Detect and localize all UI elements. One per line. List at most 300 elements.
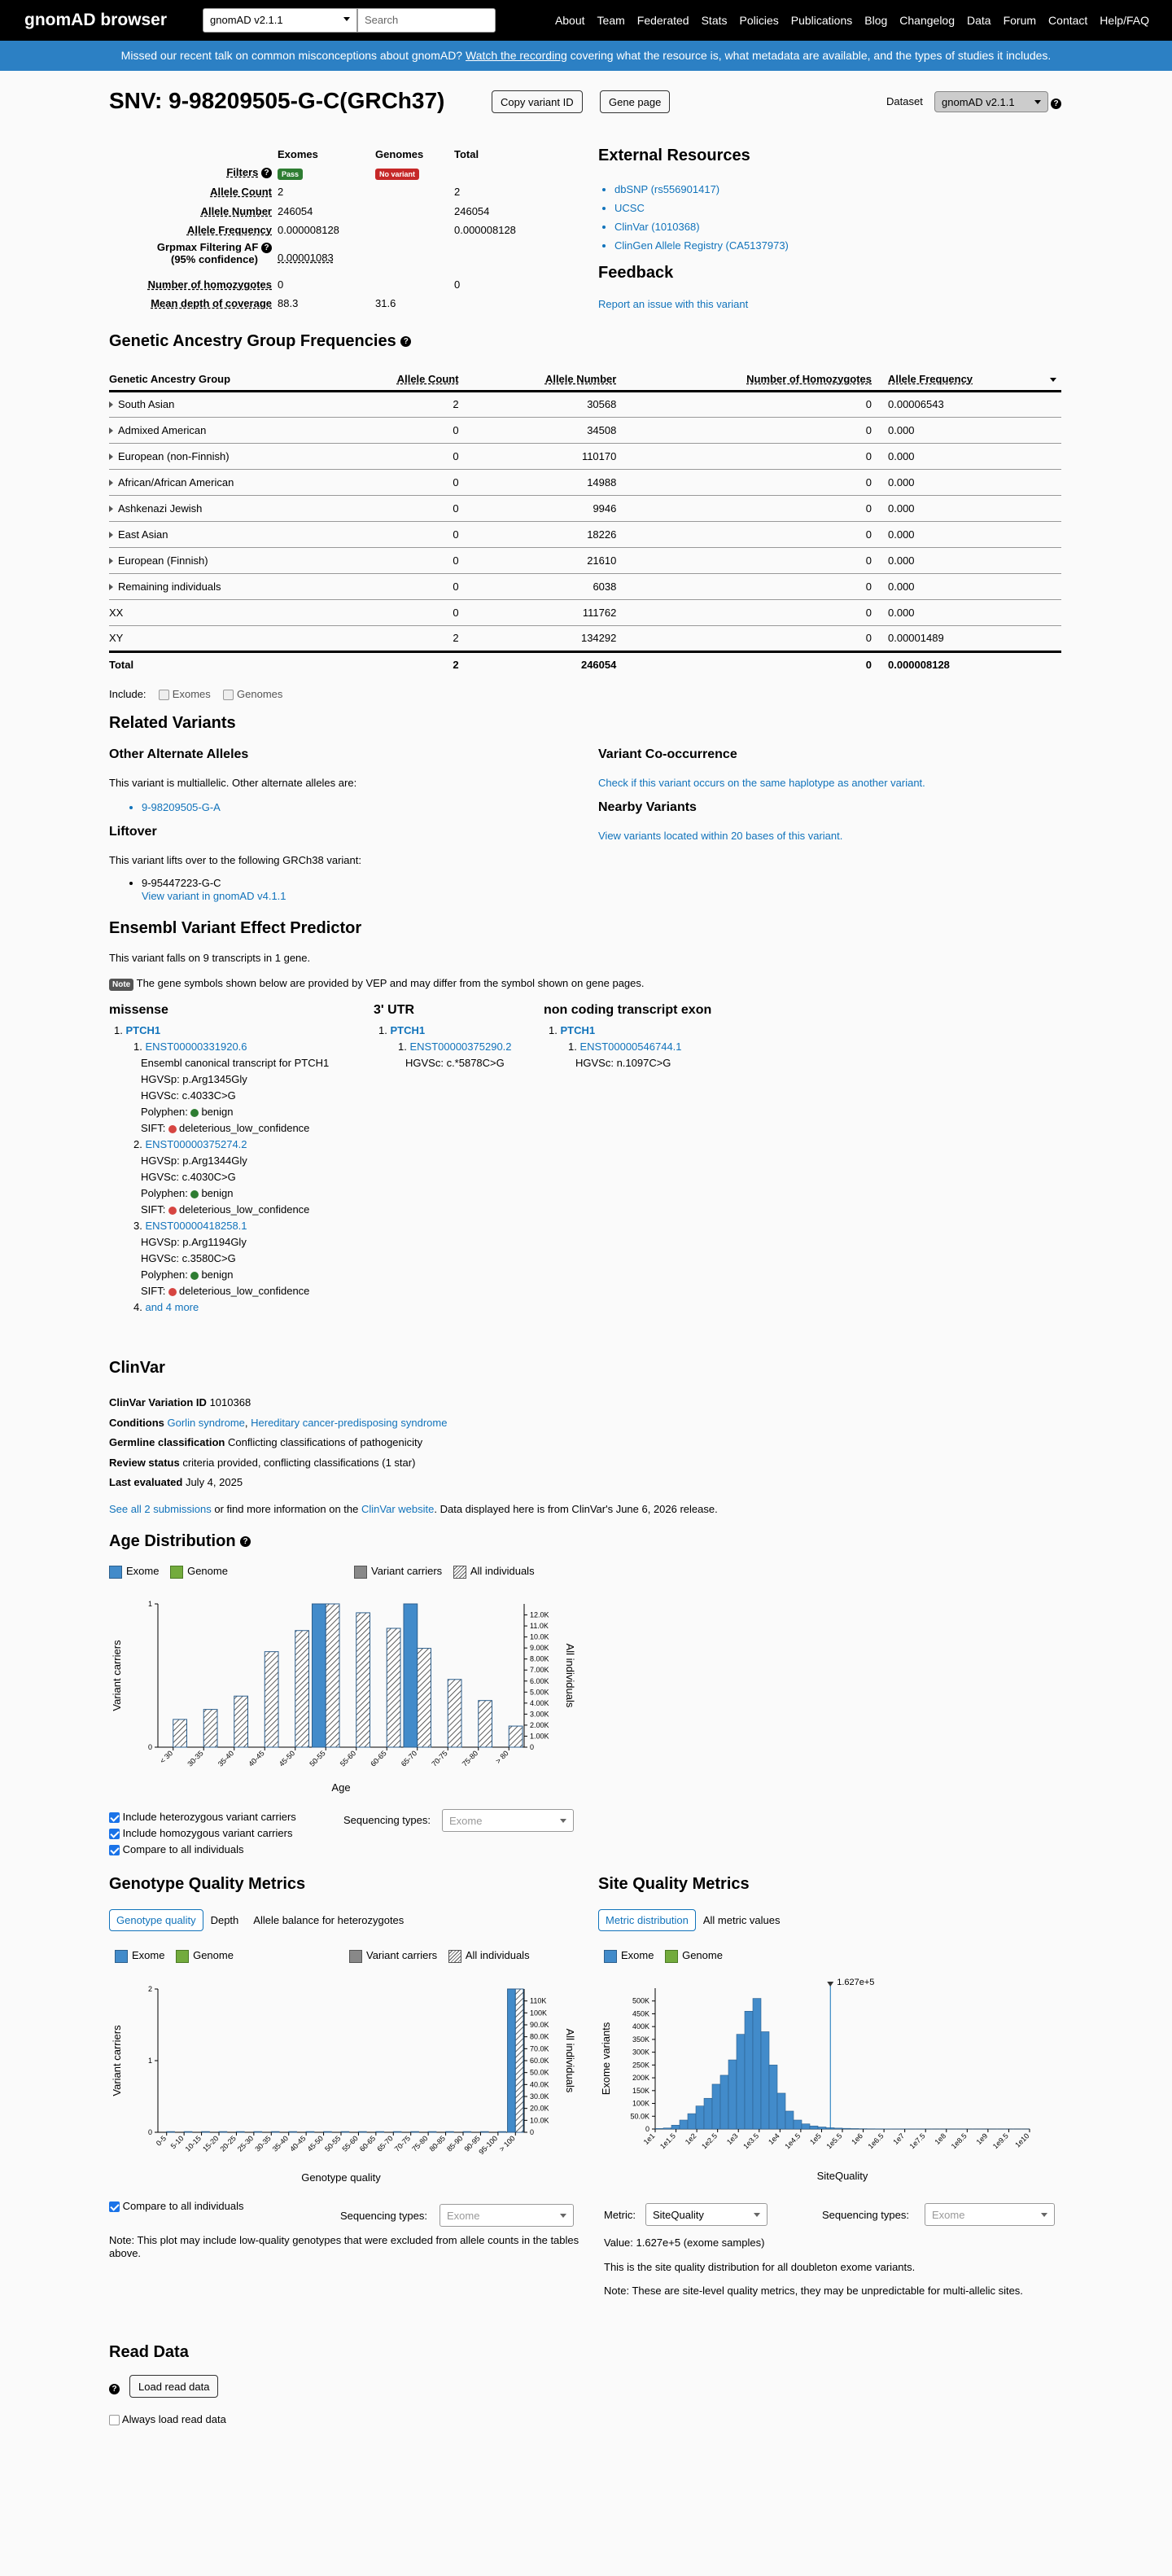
nav-publications[interactable]: Publications (790, 14, 853, 27)
cell-ac: 0 (335, 521, 475, 547)
genotype-quality-chart (109, 1974, 589, 2194)
cell-an: 30568 (475, 391, 633, 417)
x-tick-label: 50-55 (323, 2134, 343, 2153)
cell-group: European (non-Finnish) (109, 443, 335, 469)
histogram-bar (663, 2128, 671, 2129)
value-marker-icon (827, 1982, 833, 1987)
cell-hom: 0 (632, 521, 888, 547)
nav-stats[interactable]: Stats (701, 14, 728, 27)
dataset-dropdown[interactable]: gnomAD v2.1.1 (934, 91, 1048, 112)
cell-an: 14988 (475, 469, 633, 495)
pass-badge: Pass (278, 169, 303, 180)
polyphen-value: benign (201, 1268, 234, 1281)
table-row[interactable] (109, 469, 1061, 495)
seq-types-select[interactable]: Exome (442, 1809, 574, 1832)
x-tick-label: 70-75 (430, 1749, 449, 1768)
y-tick-label: 50.0K (630, 2112, 649, 2121)
histogram-bar (720, 2075, 728, 2129)
cell-an: 6038 (475, 573, 633, 599)
help-icon[interactable]: ? (1051, 99, 1061, 109)
include-exomes-checkbox[interactable] (159, 690, 169, 700)
cell-group: European (Finnish) (109, 547, 335, 573)
transcript-item: 1. ENST00000331920.6 Ensembl canonical transcript for PTCH1 HGVSp: p.Arg1345Gly HGVSc: c.4033C>G Polyphen: benign SIFT: deleterious_low_confidence (133, 1040, 330, 1134)
histogram-bar (769, 2065, 777, 2129)
histogram-bar (671, 2125, 680, 2129)
y-tick-label: 0 (645, 2125, 649, 2133)
x-tick-label: 35-40 (270, 2134, 291, 2153)
x-tick-label: 20-25 (218, 2134, 238, 2153)
x-tick-label: 10-15 (183, 2134, 203, 2153)
y-tick-label: 200K (632, 2074, 649, 2083)
expand-icon[interactable] (109, 506, 113, 512)
y2-tick-label: 1.00K (530, 1732, 549, 1741)
heterozygous-checkbox[interactable] (109, 1812, 120, 1823)
cell-group: African/African American (109, 469, 335, 495)
grpmax-confidence-label: (95% confidence) (170, 253, 258, 266)
gq-seq-select[interactable]: Exome (440, 2204, 574, 2227)
expand-icon[interactable] (109, 480, 113, 486)
transcript-link[interactable]: ENST00000331920.6 (145, 1040, 247, 1053)
y2-tick-label: 8.00K (530, 1654, 549, 1663)
external-links (614, 180, 789, 255)
histogram-bar (842, 2128, 851, 2129)
sq-note: Note: These are site-level quality metrics, they may be unpredictable for multi-allelic sites. (604, 2285, 1023, 2297)
ancestry-table (109, 368, 1061, 677)
y-tick-label: 2 (147, 1985, 152, 1993)
histogram-bar (777, 2093, 785, 2129)
x-tick-label: 1e9 (974, 2131, 990, 2147)
include-genomes-checkbox[interactable] (223, 690, 234, 700)
all-individuals-bar (203, 1710, 217, 1747)
see-submissions-link[interactable]: See all 2 submissions (109, 1503, 212, 1515)
cell-af: 0.000 (888, 599, 1061, 625)
include-exomes-label: Exomes (172, 688, 211, 700)
genome-legend-swatch (170, 1566, 183, 1579)
transcript-link[interactable]: ENST00000375274.2 (145, 1138, 247, 1150)
histogram-bar (737, 2035, 745, 2129)
help-icon[interactable]: ? (240, 1536, 251, 1547)
gq-compare-checkbox[interactable] (109, 2201, 120, 2212)
col-homozygotes[interactable]: Number of Homozygotes (632, 368, 888, 391)
y-tick-label: 300K (632, 2048, 649, 2057)
cell-an: 34508 (475, 417, 633, 443)
ancestry-title: Genetic Ancestry Group Frequencies (109, 332, 396, 350)
compare-all-checkbox[interactable] (109, 1845, 120, 1855)
metric-label: Metric: (604, 2209, 636, 2221)
external-resources-title: External Resources (598, 147, 750, 164)
transcript-item: 3. ENST00000418258.1 HGVSp: p.Arg1194Gly HGVSc: c.3580C>G Polyphen: benign SIFT: deleterious_low_confidence (133, 1218, 329, 1299)
ncte-gene-link[interactable]: PTCH1 (560, 1024, 596, 1036)
cell-hom: 0 (632, 443, 888, 469)
load-read-data-button[interactable]: Load read data (129, 2375, 218, 2398)
expand-icon[interactable] (109, 453, 113, 460)
utr-hgvsc: HGVSc: c.*5878C>G (405, 1057, 505, 1069)
x-tick-label: 1e2 (683, 2131, 698, 2147)
x-tick-label: 75-80 (460, 1749, 480, 1768)
all-individuals-bar (376, 2131, 384, 2132)
x-tick-label: 1e10 (1013, 2131, 1031, 2149)
cell-group: XY (109, 625, 335, 651)
x-tick-label: 55-60 (338, 1749, 358, 1768)
page-title: SNV: 9-98209505-G-C(GRCh37) (109, 88, 445, 113)
dbsnp-link[interactable]: • dbSNP (rs556901417) (614, 180, 789, 199)
utr-transcript-link[interactable]: ENST00000375290.2 (409, 1040, 512, 1053)
y-axis-label: Exome variants (600, 2022, 612, 2096)
expand-icon[interactable] (109, 584, 113, 590)
search-input[interactable]: Search (357, 8, 496, 33)
x-tick-label: 50-55 (308, 1749, 327, 1768)
histogram-bar (834, 2128, 842, 2129)
table-row[interactable] (109, 443, 1061, 469)
all-individuals-bar (428, 2131, 436, 2132)
table-row (109, 625, 1061, 651)
related-variants-title: Related Variants (109, 714, 236, 732)
x-tick-label: 1e4.5 (783, 2131, 802, 2151)
utr-title: 3' UTR (374, 1003, 415, 1017)
tab-all-metric-values[interactable]: All metric values (702, 1914, 781, 1926)
all-individuals-bar (393, 2131, 401, 2132)
grpmax-label: Grpmax Filtering AF (156, 241, 259, 253)
help-icon[interactable]: ? (261, 243, 272, 253)
hgvsp: HGVSp: p.Arg1345Gly (141, 1073, 247, 1085)
all-individuals-bar (515, 1989, 523, 2132)
y2-tick-label: 0 (530, 1743, 535, 1751)
all-individuals-legend-swatch (453, 1566, 466, 1579)
depth-label: Mean depth of coverage (151, 297, 272, 309)
cell-an: 111762 (475, 599, 633, 625)
x-tick-label: 1e5.5 (824, 2131, 844, 2151)
exome-legend-swatch (604, 1950, 617, 1963)
all-individuals-bar (480, 2131, 488, 2132)
cell-group: East Asian (109, 521, 335, 547)
all-individuals-bar (498, 2131, 506, 2132)
y2-tick-label: 30.0K (530, 2092, 549, 2101)
genome-legend-swatch (176, 1950, 189, 1963)
histogram-bar (818, 2127, 826, 2129)
cell-ac: 2 (335, 651, 475, 677)
deleterious-dot-icon (168, 1207, 177, 1215)
genome-legend-swatch (665, 1950, 678, 1963)
y2-tick-label: 60.0K (530, 2057, 549, 2065)
exome-legend-swatch (109, 1566, 122, 1579)
cell-an: 134292 (475, 625, 633, 651)
age-distribution-chart (109, 1588, 589, 1807)
histogram-bar (745, 2011, 753, 2129)
x-axis-label: SiteQuality (816, 2170, 868, 2182)
cell-ac: 2 (335, 391, 475, 417)
gq-tabs (109, 1909, 411, 1931)
hgvsc: HGVSc: c.4033C>G (141, 1089, 236, 1102)
cell-an: 246054 (475, 651, 633, 677)
sort-desc-icon (1050, 378, 1056, 382)
table-row[interactable] (109, 417, 1061, 443)
hgvsc: HGVSc: c.4030C>G (141, 1171, 236, 1183)
chevron-down-icon (343, 17, 350, 21)
x-tick-label: 1e5 (808, 2131, 823, 2147)
y-tick-label: 400K (632, 2022, 649, 2031)
nav-federated[interactable]: Federated (636, 14, 689, 27)
dataset-select[interactable]: gnomAD v2.1.1 (203, 8, 357, 33)
cell-hom: 0 (632, 625, 888, 651)
table-row[interactable] (109, 391, 1061, 417)
y-tick-label: 250K (632, 2061, 649, 2070)
cell-af: 0.000008128 (888, 651, 1061, 677)
all-individuals-bar (236, 2131, 244, 2132)
nav-changelog[interactable]: Changelog (899, 14, 956, 27)
site-quality-chart (598, 1970, 1062, 2190)
table-row[interactable] (109, 547, 1061, 573)
x-axis-label: Age (331, 1781, 351, 1794)
x-tick-label: > 80 (494, 1749, 510, 1765)
genotype-quality-title: Genotype Quality Metrics (109, 1875, 306, 1893)
deleterious-dot-icon (168, 1125, 177, 1133)
all-individuals-bar (479, 1701, 492, 1747)
histogram-bar (802, 2124, 810, 2129)
y2-tick-label: 7.00K (530, 1666, 549, 1675)
logo[interactable]: gnomAD browser (24, 11, 168, 29)
all-individuals-bar (463, 2131, 471, 2132)
sq-seq-label: Sequencing types: (822, 2209, 909, 2221)
help-icon[interactable]: ? (261, 168, 272, 178)
allele-frequency-exomes: 0.000008128 (278, 224, 339, 236)
cell-af: 0.000 (888, 469, 1061, 495)
x-tick-label: 30-35 (253, 2134, 273, 2153)
cell-ac: 0 (335, 573, 475, 599)
all-individuals-bar (411, 2131, 419, 2132)
x-tick-label: 1e9.5 (991, 2131, 1010, 2151)
y2-tick-label: 20.0K (530, 2104, 549, 2113)
x-tick-label: 95-100 (477, 2134, 500, 2157)
vep-title: Ensembl Variant Effect Predictor (109, 919, 362, 937)
all-individuals-bar (446, 2131, 454, 2132)
nav-help[interactable]: Help/FAQ (1100, 14, 1149, 27)
homozygotes-exomes: 0 (278, 278, 284, 291)
clinvar-title: ClinVar (109, 1359, 165, 1377)
cell-hom: 0 (632, 573, 888, 599)
top-bar (0, 0, 1172, 41)
table-row (109, 599, 1061, 625)
cell-hom: 0 (632, 391, 888, 417)
expand-icon[interactable] (109, 427, 113, 434)
tab-genotype-quality[interactable]: Genotype quality (109, 1909, 203, 1931)
tab-metric-distribution[interactable]: Metric distribution (598, 1909, 696, 1931)
y2-tick-label: 50.0K (530, 2068, 549, 2077)
cell-an: 21610 (475, 547, 633, 573)
clinvar-link[interactable]: • ClinVar (1010368) (614, 217, 789, 236)
cell-hom: 0 (632, 599, 888, 625)
table-row[interactable] (109, 573, 1061, 599)
copy-variant-id-button[interactable]: Copy variant ID (492, 90, 583, 113)
more-transcripts-link[interactable]: and 4 more (145, 1301, 199, 1313)
all-individuals-bar (326, 1604, 339, 1747)
sq-description: This is the site quality distribution for all doubleton exome variants. (604, 2261, 916, 2273)
sq-seq-select[interactable]: Exome (925, 2203, 1055, 2226)
cell-af: 0.000 (888, 417, 1061, 443)
cell-group: South Asian (109, 391, 335, 417)
ncte-transcript-link[interactable]: ENST00000546744.1 (579, 1040, 682, 1053)
histogram-bar (712, 2084, 720, 2129)
y-tick-label: 350K (632, 2035, 649, 2044)
y2-tick-label: 5.00K (530, 1688, 549, 1697)
all-individuals-bar (448, 1680, 461, 1747)
gq-seq-label: Sequencing types: (340, 2210, 427, 2222)
nav-data[interactable]: Data (967, 14, 991, 27)
condition-hereditary-link[interactable]: Hereditary cancer-predisposing syndrome (251, 1416, 448, 1429)
all-individuals-bar (184, 2131, 192, 2132)
transcript-link[interactable]: ENST00000418258.1 (145, 1220, 247, 1232)
clinvar-website-link[interactable]: ClinVar website (361, 1503, 435, 1515)
homozygous-checkbox[interactable] (109, 1829, 120, 1839)
x-tick-label: 55-60 (340, 2134, 360, 2153)
histogram-bar (753, 1999, 761, 2129)
y2-axis-label: All individuals (564, 1643, 576, 1708)
all-individuals-bar (167, 2131, 175, 2132)
y2-tick-label: 0 (530, 2128, 535, 2136)
y2-tick-label: 110K (530, 1996, 547, 2005)
allele-frequency-total: 0.000008128 (454, 224, 516, 236)
y2-axis-label: All individuals (564, 2028, 576, 2093)
all-individuals-bar (306, 2131, 314, 2132)
col-allele-number[interactable]: Allele Number (475, 368, 633, 391)
chevron-down-icon (560, 1819, 566, 1823)
tab-depth[interactable]: Depth (210, 1914, 239, 1926)
cell-af: 0.000 (888, 547, 1061, 573)
carrier-bar (313, 1604, 326, 1747)
exome-legend-swatch (115, 1950, 128, 1963)
y2-tick-label: 10.0K (530, 2116, 549, 2125)
x-tick-label: < 30 (158, 1749, 175, 1765)
help-icon[interactable]: ? (400, 336, 411, 347)
y-tick-label: 0 (147, 1743, 152, 1751)
cell-ac: 0 (335, 495, 475, 521)
y-axis-label: Variant carriers (111, 1640, 123, 1711)
histogram-bar (785, 2111, 794, 2129)
cooccurrence-link[interactable]: Check if this variant occurs on the same haplotype as another variant. (598, 777, 925, 789)
x-tick-label: 60-65 (357, 2134, 378, 2153)
seq-types-label: Sequencing types: (343, 1814, 431, 1826)
expand-icon[interactable] (109, 558, 113, 564)
col-allele-frequency[interactable]: Allele Frequency (888, 368, 1061, 391)
x-tick-label: 1e6.5 (866, 2131, 886, 2151)
site-quality-title: Site Quality Metrics (598, 1875, 750, 1893)
sift-value: deleterious_low_confidence (178, 1285, 310, 1297)
help-icon[interactable]: ? (109, 2384, 120, 2394)
homozygotes-total: 0 (454, 278, 461, 291)
allele-count-exomes: 2 (278, 186, 284, 198)
ucsc-link[interactable]: • UCSC (614, 199, 789, 217)
nav-blog[interactable]: Blog (864, 14, 888, 27)
x-tick-label: 1e3 (724, 2131, 740, 2147)
col-allele-count[interactable]: Allele Count (335, 368, 475, 391)
nav-policies[interactable]: Policies (739, 14, 779, 27)
x-tick-label: 70-75 (392, 2134, 413, 2153)
x-tick-label: 1e1.5 (658, 2131, 677, 2151)
gq-note: Note: This plot may include low-quality genotypes that were excluded from allele counts in the tables above. (109, 2234, 579, 2259)
other-alleles-text: This variant is multiallelic. Other alternate alleles are: (109, 777, 357, 789)
tab-allele-balance[interactable]: Allele balance for heterozygotes (253, 1914, 405, 1926)
chevron-down-icon (1041, 2213, 1047, 2217)
all-individuals-bar (265, 1652, 278, 1747)
nav-team[interactable]: Team (597, 14, 625, 27)
benign-dot-icon (190, 1190, 199, 1198)
always-load-checkbox[interactable] (109, 2415, 120, 2425)
read-data-title: Read Data (109, 2343, 189, 2361)
x-tick-label: 1e8 (933, 2131, 948, 2147)
cell-hom: 0 (632, 495, 888, 521)
nearby-link[interactable]: View variants located within 20 bases of this variant. (598, 830, 843, 842)
hgvsp: HGVSp: p.Arg1194Gly (141, 1236, 247, 1248)
expand-icon[interactable] (109, 401, 113, 408)
depth-exomes: 88.3 (278, 297, 299, 309)
benign-dot-icon (190, 1272, 199, 1280)
liftover-link[interactable]: View variant in gnomAD v4.1.1 (142, 890, 286, 902)
y2-tick-label: 70.0K (530, 2044, 549, 2053)
metric-select[interactable]: SiteQuality (645, 2203, 767, 2226)
histogram-bar (688, 2114, 696, 2129)
x-tick-label: 25-30 (235, 2134, 256, 2153)
col-group[interactable]: Genetic Ancestry Group (109, 368, 335, 391)
transcript-item: 2. ENST00000375274.2 HGVSp: p.Arg1344Gly HGVSc: c.4030C>G Polyphen: benign SIFT: deleterious_low_confidence (133, 1137, 329, 1218)
cell-af: 0.000 (888, 521, 1061, 547)
nav-forum[interactable]: Forum (1003, 14, 1037, 27)
histogram-bar (680, 2120, 688, 2129)
cell-an: 18226 (475, 521, 633, 547)
all-individuals-bar (295, 1631, 309, 1747)
x-tick-label: 1e4 (767, 2131, 781, 2147)
nav-contact[interactable]: Contact (1048, 14, 1088, 27)
histogram-bar (728, 2060, 737, 2129)
cell-hom: 0 (632, 417, 888, 443)
cell-hom: 0 (632, 469, 888, 495)
banner-link[interactable]: Watch the recording (466, 49, 567, 62)
utr-gene-link[interactable]: PTCH1 (390, 1024, 426, 1036)
cell-an: 110170 (475, 443, 633, 469)
all-individuals-bar (418, 1649, 431, 1747)
allele-count-total: 2 (454, 186, 461, 198)
cell-af: 0.000 (888, 443, 1061, 469)
all-individuals-bar (356, 1613, 370, 1747)
no-variant-badge: No variant (375, 169, 419, 180)
chevron-down-icon (560, 2214, 566, 2218)
gene-link[interactable]: PTCH1 (125, 1024, 161, 1036)
allele-count-label: Allele Count (210, 186, 272, 198)
all-individuals-bar (219, 2131, 227, 2132)
cell-af: 0.00001489 (888, 625, 1061, 651)
table-row[interactable] (109, 521, 1061, 547)
other-allele-link[interactable]: • 9-98209505-G-A (142, 800, 221, 816)
cell-af: 0.000 (888, 573, 1061, 599)
vep-note: The gene symbols shown below are provided by VEP and may differ from the symbol shown on gene pages. (136, 977, 645, 989)
include-genomes-label: Genomes (237, 688, 283, 700)
vep-intro: This variant falls on 9 transcripts in 1 gene. (109, 952, 311, 964)
all-individuals-bar (234, 1696, 248, 1747)
all-individuals-bar (271, 2131, 279, 2132)
expand-icon[interactable] (109, 532, 113, 538)
gene-page-button[interactable]: Gene page (600, 90, 670, 113)
y2-tick-label: 10.0K (530, 1632, 549, 1641)
x-tick-label: 45-50 (277, 1749, 297, 1768)
nearby-title: Nearby Variants (598, 800, 697, 814)
clingen-link[interactable]: • ClinGen Allele Registry (CA5137973) (614, 236, 789, 255)
x-tick-label: 1e6 (850, 2131, 864, 2147)
nav-about[interactable]: About (554, 14, 585, 27)
table-row[interactable] (109, 495, 1061, 521)
x-tick-label: 1e2.5 (700, 2131, 719, 2151)
condition-gorlin-link[interactable]: Gorlin syndrome (167, 1416, 245, 1429)
report-issue-link[interactable]: Report an issue with this variant (598, 298, 749, 310)
x-tick-label: > 100 (497, 2134, 517, 2153)
all-individuals-bar (387, 1628, 400, 1747)
